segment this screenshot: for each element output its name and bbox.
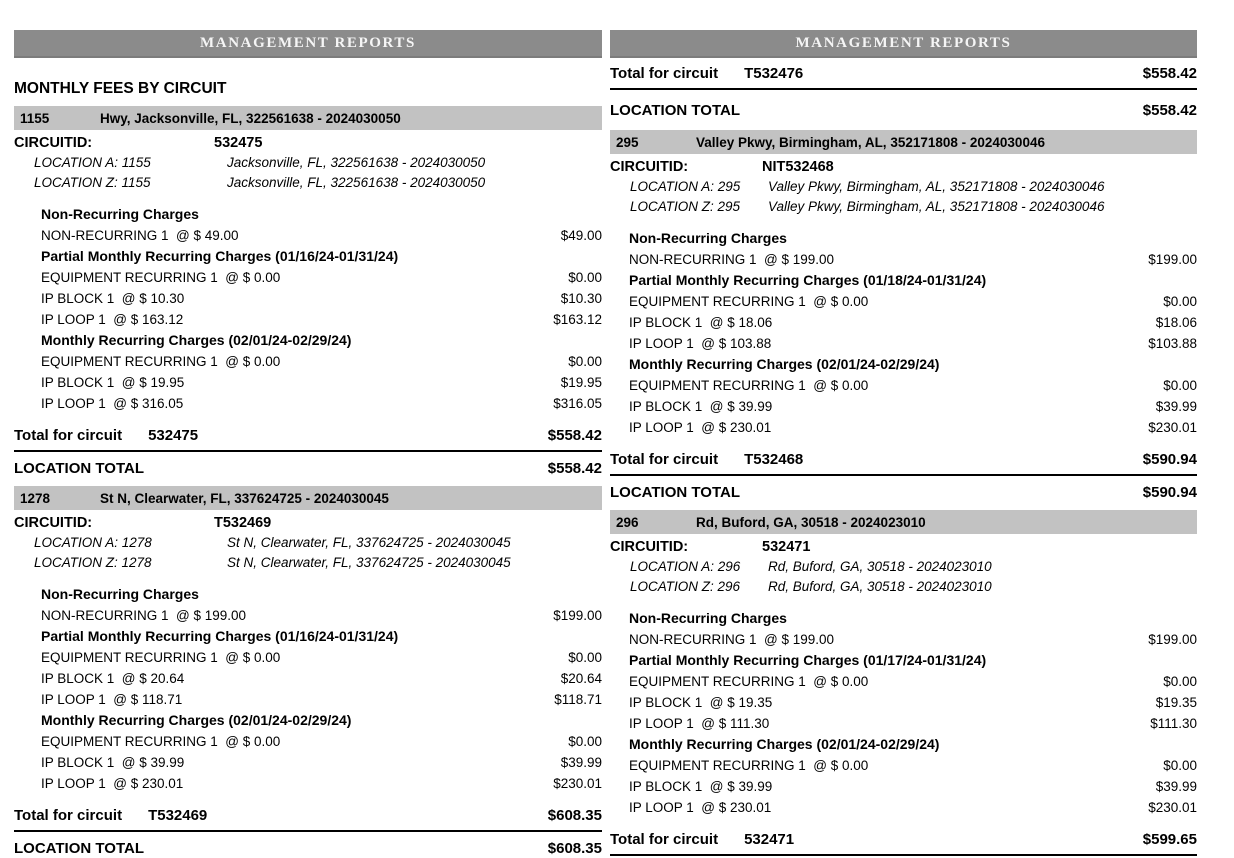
total-circuit-id: 532475: [148, 427, 199, 444]
charge-row: [41, 225, 602, 246]
charge-section-heading: Partial Monthly Recurring Charges (01/16/24-01/31/24): [41, 248, 399, 264]
charge-label: IP BLOCK 1 @ $ 19.35: [629, 695, 773, 710]
charge-amount: $0.00: [1163, 378, 1197, 393]
location-a-address: Valley Pkwy, Birmingham, AL, 352171808 - 2024030046: [768, 179, 1105, 194]
location-z-label: LOCATION Z: 296: [630, 579, 741, 594]
charge-amount: $49.00: [560, 228, 602, 243]
circuit-id-row: [610, 538, 1197, 557]
charge-row: [629, 713, 1197, 734]
charge-label: EQUIPMENT RECURRING 1 @ $ 0.00: [41, 270, 281, 285]
charge-section-heading: Partial Monthly Recurring Charges (01/16/24-01/31/24): [41, 628, 399, 644]
charge-row: [629, 797, 1197, 818]
site-number: 1278: [20, 490, 51, 506]
charge-amount: $19.35: [1155, 695, 1197, 710]
total-amount: $599.65: [1142, 831, 1197, 848]
location-z-address: Rd, Buford, GA, 30518 - 2024023010: [768, 579, 992, 594]
total-for-circuit-row: [14, 806, 602, 832]
charge-label: EQUIPMENT RECURRING 1 @ $ 0.00: [629, 294, 869, 309]
total-for-circuit-row: [14, 426, 602, 452]
site-address: Hwy, Jacksonville, FL, 322561638 - 2024030050: [100, 110, 401, 126]
charge-amount: $230.01: [1148, 800, 1197, 815]
charge-row: [41, 773, 602, 794]
management-reports-title: MANAGEMENT REPORTS: [200, 34, 416, 51]
charge-label: NON-RECURRING 1 @ $ 49.00: [41, 228, 239, 243]
circuit-id-value: 532471: [762, 539, 811, 555]
circuit-id-row: [14, 514, 602, 533]
report-column-left: [14, 0, 602, 858]
location-z-row: [14, 553, 602, 573]
site-address: Valley Pkwy, Birmingham, AL, 352171808 - 2024030046: [696, 134, 1045, 150]
circuit-section: [610, 510, 1197, 856]
management-reports-header: [610, 30, 1197, 58]
charge-amount: $111.30: [1150, 716, 1197, 731]
location-total-row: [610, 101, 1197, 120]
charge-section-heading: Partial Monthly Recurring Charges (01/17/24-01/31/24): [629, 652, 987, 668]
charge-label: IP LOOP 1 @ $ 230.01: [629, 800, 772, 815]
site-header-bar: [14, 486, 602, 510]
circuit-id-label: CIRCUITID:: [610, 159, 689, 175]
location-z-row: [610, 577, 1197, 597]
total-amount: $558.42: [1142, 65, 1197, 82]
circuit-id-label: CIRCUITID:: [14, 515, 93, 531]
circuit-id-row: [14, 134, 602, 153]
charge-row: [629, 291, 1197, 312]
charge-amount: $316.05: [553, 396, 602, 411]
charge-row: [41, 309, 602, 330]
charge-row: [629, 396, 1197, 417]
charge-label: IP LOOP 1 @ $ 230.01: [629, 420, 772, 435]
charge-amount: $39.99: [1155, 779, 1197, 794]
charge-amount: $39.99: [560, 755, 602, 770]
charge-label: EQUIPMENT RECURRING 1 @ $ 0.00: [41, 650, 281, 665]
charge-row: [41, 668, 602, 689]
charge-section-heading: Non-Recurring Charges: [41, 586, 199, 602]
charge-row: [629, 671, 1197, 692]
charge-row: [629, 312, 1197, 333]
total-for-circuit-label: Total for circuit: [610, 451, 719, 468]
charge-amount: $230.01: [553, 776, 602, 791]
charge-label: IP BLOCK 1 @ $ 20.64: [41, 671, 185, 686]
charge-label: IP BLOCK 1 @ $ 18.06: [629, 315, 773, 330]
location-a-address: Rd, Buford, GA, 30518 - 2024023010: [768, 559, 992, 574]
charge-label: IP LOOP 1 @ $ 316.05: [41, 396, 184, 411]
total-for-circuit-label: Total for circuit: [14, 427, 123, 444]
charge-amount: $10.30: [560, 291, 602, 306]
circuit-id-label: CIRCUITID:: [14, 135, 93, 151]
total-for-circuit-label: Total for circuit: [610, 65, 719, 82]
location-total-amount: $608.35: [547, 840, 602, 857]
total-for-circuit-row: [610, 450, 1197, 476]
circuit-id-value: NIT532468: [762, 159, 834, 175]
total-circuit-id: T532468: [744, 451, 804, 468]
charges-list: [610, 228, 1197, 438]
location-a-row: [14, 153, 602, 173]
charge-label: EQUIPMENT RECURRING 1 @ $ 0.00: [629, 758, 869, 773]
circuit-id-value: T532469: [214, 515, 272, 531]
charge-label: NON-RECURRING 1 @ $ 199.00: [629, 632, 835, 647]
location-a-label: LOCATION A: 296: [630, 559, 741, 574]
location-a-label: LOCATION A: 1155: [34, 155, 151, 170]
total-for-circuit-label: Total for circuit: [610, 831, 719, 848]
charge-amount: $163.12: [553, 312, 602, 327]
charge-section-heading: Partial Monthly Recurring Charges (01/18/24-01/31/24): [629, 272, 987, 288]
location-z-row: [610, 197, 1197, 217]
charge-amount: $118.71: [554, 692, 602, 707]
charge-amount: $0.00: [568, 650, 602, 665]
charges-list: [610, 608, 1197, 818]
location-total-row: [14, 459, 602, 478]
total-amount: $590.94: [1142, 451, 1197, 468]
charge-section-heading: Monthly Recurring Charges (02/01/24-02/29/24): [41, 332, 352, 348]
charge-section-heading: Non-Recurring Charges: [629, 230, 787, 246]
charge-label: IP BLOCK 1 @ $ 19.95: [41, 375, 185, 390]
location-total-amount: $590.94: [1142, 484, 1197, 501]
charge-label: IP BLOCK 1 @ $ 10.30: [41, 291, 185, 306]
charge-amount: $199.00: [1148, 252, 1197, 267]
charge-amount: $103.88: [1148, 336, 1197, 351]
circuit-id-label: CIRCUITID:: [610, 539, 689, 555]
total-circuit-id: T532476: [744, 65, 804, 82]
location-total-label: LOCATION TOTAL: [610, 484, 740, 501]
location-z-address: St N, Clearwater, FL, 337624725 - 2024030045: [227, 555, 511, 570]
site-address: Rd, Buford, GA, 30518 - 2024023010: [696, 514, 926, 530]
site-number: 296: [616, 514, 639, 530]
location-total-label: LOCATION TOTAL: [610, 102, 740, 119]
total-circuit-id: 532471: [744, 831, 795, 848]
charges-list: [14, 584, 602, 794]
charge-amount: $0.00: [1163, 758, 1197, 773]
charge-row: [41, 288, 602, 309]
location-total-row: [610, 483, 1197, 502]
charge-label: IP LOOP 1 @ $ 230.01: [41, 776, 184, 791]
site-header-bar: [14, 106, 602, 130]
charge-row: [41, 752, 602, 773]
total-for-circuit-row: [610, 830, 1197, 856]
charge-row: [41, 267, 602, 288]
charge-row: [629, 629, 1197, 650]
total-circuit-id: T532469: [148, 807, 208, 824]
charge-amount: $199.00: [1148, 632, 1197, 647]
charges-list: [14, 204, 602, 414]
charge-label: NON-RECURRING 1 @ $ 199.00: [629, 252, 835, 267]
location-z-address: Valley Pkwy, Birmingham, AL, 352171808 - 2024030046: [768, 199, 1105, 214]
management-reports-title: MANAGEMENT REPORTS: [795, 34, 1012, 51]
location-total-label: LOCATION TOTAL: [14, 460, 144, 477]
charge-amount: $0.00: [568, 270, 602, 285]
location-a-label: LOCATION A: 1278: [34, 535, 152, 550]
charge-row: [629, 755, 1197, 776]
charge-label: EQUIPMENT RECURRING 1 @ $ 0.00: [629, 674, 869, 689]
charge-label: IP BLOCK 1 @ $ 39.99: [629, 399, 773, 414]
charge-label: IP LOOP 1 @ $ 118.71: [41, 692, 183, 707]
location-a-label: LOCATION A: 295: [630, 179, 741, 194]
location-z-row: [14, 173, 602, 193]
charge-row: [41, 393, 602, 414]
site-number: 1155: [20, 110, 50, 126]
location-total-amount: $558.42: [547, 460, 602, 477]
site-header-bar: [610, 510, 1197, 534]
charge-row: [41, 731, 602, 752]
location-a-row: [610, 177, 1197, 197]
location-total-label: LOCATION TOTAL: [14, 840, 144, 857]
charge-row: [629, 692, 1197, 713]
charge-section-heading: Non-Recurring Charges: [41, 206, 199, 222]
charge-label: IP LOOP 1 @ $ 111.30: [629, 716, 770, 731]
circuit-section: [610, 130, 1197, 502]
charge-label: EQUIPMENT RECURRING 1 @ $ 0.00: [41, 354, 281, 369]
charge-amount: $0.00: [1163, 294, 1197, 309]
circuit-section: [14, 486, 602, 858]
charge-row: [629, 375, 1197, 396]
charge-section-heading: Monthly Recurring Charges (02/01/24-02/29/24): [41, 712, 352, 728]
charge-row: [41, 689, 602, 710]
charge-label: EQUIPMENT RECURRING 1 @ $ 0.00: [629, 378, 869, 393]
total-for-circuit-label: Total for circuit: [14, 807, 123, 824]
site-number: 295: [616, 134, 639, 150]
charge-section-heading: Non-Recurring Charges: [629, 610, 787, 626]
location-z-label: LOCATION Z: 295: [630, 199, 741, 214]
circuit-id-row: [610, 158, 1197, 177]
location-z-address: Jacksonville, FL, 322561638 - 2024030050: [227, 175, 486, 190]
charge-amount: $19.95: [560, 375, 602, 390]
charge-row: [629, 249, 1197, 270]
management-reports-header: [14, 30, 602, 58]
charge-row: [41, 372, 602, 393]
charge-amount: $0.00: [1163, 674, 1197, 689]
location-total-amount: $558.42: [1142, 102, 1197, 119]
charge-row: [41, 647, 602, 668]
location-z-label: LOCATION Z: 1278: [34, 555, 152, 570]
charge-amount: $39.99: [1155, 399, 1197, 414]
location-a-address: Jacksonville, FL, 322561638 - 2024030050: [227, 155, 486, 170]
charge-label: NON-RECURRING 1 @ $ 199.00: [41, 608, 247, 623]
report-column-right: [610, 0, 1197, 856]
charge-label: IP LOOP 1 @ $ 103.88: [629, 336, 772, 351]
charge-label: IP LOOP 1 @ $ 163.12: [41, 312, 184, 327]
charge-row: [629, 417, 1197, 438]
page-title: MONTHLY FEES BY CIRCUIT: [14, 80, 227, 97]
charge-row: [629, 333, 1197, 354]
charge-amount: $20.64: [560, 671, 602, 686]
charge-label: EQUIPMENT RECURRING 1 @ $ 0.00: [41, 734, 281, 749]
site-address: St N, Clearwater, FL, 337624725 - 2024030045: [100, 490, 389, 506]
total-amount: $608.35: [547, 807, 602, 824]
location-a-address: St N, Clearwater, FL, 337624725 - 2024030045: [227, 535, 511, 550]
charge-row: [629, 776, 1197, 797]
charge-amount: $0.00: [568, 734, 602, 749]
location-a-row: [610, 557, 1197, 577]
charge-amount: $199.00: [553, 608, 602, 623]
total-for-circuit-row: [610, 64, 1197, 90]
charge-label: IP BLOCK 1 @ $ 39.99: [41, 755, 185, 770]
circuit-section: [14, 106, 602, 478]
charge-amount: $230.01: [1148, 420, 1197, 435]
charge-label: IP BLOCK 1 @ $ 39.99: [629, 779, 773, 794]
charge-section-heading: Monthly Recurring Charges (02/01/24-02/29/24): [629, 356, 940, 372]
site-header-bar: [610, 130, 1197, 154]
charge-section-heading: Monthly Recurring Charges (02/01/24-02/29/24): [629, 736, 940, 752]
location-z-label: LOCATION Z: 1155: [34, 175, 151, 190]
charge-amount: $18.06: [1155, 315, 1197, 330]
circuit-id-value: 532475: [214, 135, 263, 151]
location-a-row: [14, 533, 602, 553]
total-amount: $558.42: [547, 427, 602, 444]
charge-row: [41, 605, 602, 626]
charge-row: [41, 351, 602, 372]
charge-amount: $0.00: [568, 354, 602, 369]
